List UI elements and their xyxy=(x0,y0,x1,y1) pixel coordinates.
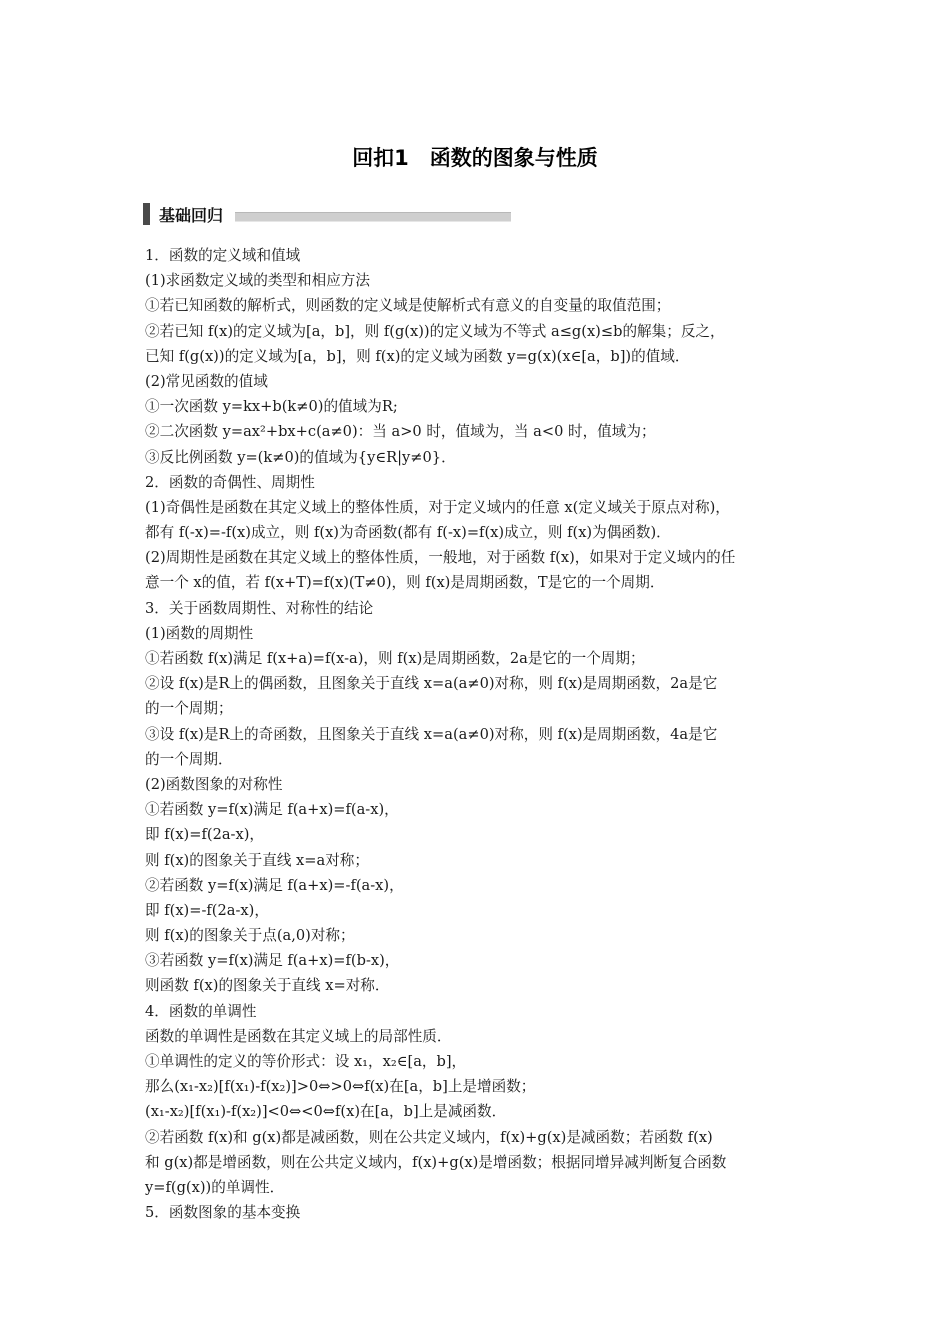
text-line: (2)周期性是函数在其定义域上的整体性质，一般地，对于函数 f(x)，如果对于定义域内的任 xyxy=(145,549,736,567)
text-line: 和 g(x)都是增函数，则在公共定义域内，f(x)+g(x)是增函数；根据同增异减判断复合函数 xyxy=(145,1153,727,1171)
text-line: 的一个周期． xyxy=(145,750,233,768)
text-line: ③反比例函数 y=(k≠0)的值域为{y∈R|y≠0}． xyxy=(145,448,456,466)
text-line: ①若已知函数的解析式，则函数的定义域是使解析式有意义的自变量的取值范围； xyxy=(145,297,671,315)
text-line: 2．函数的奇偶性、周期性 xyxy=(145,473,315,491)
text-line: ③若函数 y=f(x)满足 f(a+x)=f(b-x)， xyxy=(145,952,400,970)
text-line: 即 f(x)=f(2a-x)， xyxy=(145,826,265,844)
text-line: 则 f(x)的图象关于点(a,0)对称； xyxy=(145,927,355,945)
text-line: 1．函数的定义域和值域 xyxy=(145,247,301,264)
text-line: ①若函数 y=f(x)满足 f(a+x)=f(a-x)， xyxy=(145,801,399,819)
text-line: ③设 f(x)是R上的奇函数，且图象关于直线 x=a(a≠0)对称，则 f(x)是周期函数，4a是它 xyxy=(145,725,718,743)
text-line: ②二次函数 y=ax²+bx+c(a≠0)：当 a>0 时，值域为，当 a<0 时，值域为； xyxy=(145,423,656,441)
page-title: 回扣1 函数的图象与性质 xyxy=(352,146,598,170)
document-body xyxy=(145,243,810,1225)
text-line: 那么(x₁-x₂)[f(x₁)-f(x₂)]>0⇔>0⇔f(x)在[a，b]上是增函数； xyxy=(145,1078,536,1096)
text-line: ①一次函数 y=kx+b(k≠0)的值域为R; xyxy=(145,398,398,416)
text-line: ②若函数 f(x)和 g(x)都是减函数，则在公共定义域内，f(x)+g(x)是减函数；若函数 f(x) xyxy=(145,1128,713,1146)
text-line: (2)常见函数的值域 xyxy=(145,372,268,390)
text-line: 则 f(x)的图象关于直线 x=a对称； xyxy=(145,851,369,869)
text-line: 的一个周期； xyxy=(145,700,233,718)
section-rule xyxy=(235,212,511,222)
text-line: (x₁-x₂)[f(x₁)-f(x₂)]<0⇔<0⇔f(x)在[a，b]上是减函数． xyxy=(145,1103,507,1121)
section-label: 基础回归 xyxy=(159,205,224,225)
text-line: ①单调性的定义的等价形式：设 x₁，x₂∈[a，b]， xyxy=(145,1053,467,1070)
text-line: 都有 f(-x)=-f(x)成立，则 f(x)为奇函数(都有 f(-x)=f(x)成立，则 f(x)为偶函数)． xyxy=(145,524,671,542)
text-line: (1)函数的周期性 xyxy=(145,624,254,642)
text-line: 5．函数图象的基本变换 xyxy=(145,1204,301,1222)
section-header xyxy=(143,201,511,227)
text-line: (1)求函数定义域的类型和相应方法 xyxy=(145,272,370,290)
text-line: 即 f(x)=-f(2a-x)， xyxy=(145,901,269,919)
text-line: ②若已知 f(x)的定义域为[a，b]，则 f(g(x))的定义域为不等式 a≤g(x)≤b的解集；反之， xyxy=(145,322,725,340)
text-line: y=f(g(x))的单调性． xyxy=(145,1178,285,1196)
text-line: 已知 f(g(x))的定义域为[a，b]，则 f(x)的定义域为函数 y=g(x)(x∈[a，b])的值域． xyxy=(145,347,690,365)
section-marker-bar xyxy=(143,203,150,225)
text-line: ①若函数 f(x)满足 f(x+a)=f(x-a)，则 f(x)是周期函数，2a是它的一个周期； xyxy=(145,650,645,667)
text-line: 3．关于函数周期性、对称性的结论 xyxy=(145,599,374,617)
text-line: (1)奇偶性是函数在其定义域上的整体性质，对于定义域内的任意 x(定义域关于原点对称)， xyxy=(145,498,730,516)
text-line: 函数的单调性是函数在其定义域上的局部性质． xyxy=(145,1027,452,1045)
text-line: (2)函数图象的对称性 xyxy=(145,775,283,793)
text-line: ②设 f(x)是R上的偶函数，且图象关于直线 x=a(a≠0)对称，则 f(x)是周期函数，2a是它 xyxy=(145,675,718,693)
text-line: 则函数 f(x)的图象关于直线 x=对称． xyxy=(145,977,390,995)
text-line: 意一个 x的值，若 f(x+T)=f(x)(T≠0)，则 f(x)是周期函数，T是它的一个周期． xyxy=(145,574,665,592)
text-line: ②若函数 y=f(x)满足 f(a+x)=-f(a-x)， xyxy=(145,876,404,894)
text-line: 4．函数的单调性 xyxy=(145,1002,257,1020)
